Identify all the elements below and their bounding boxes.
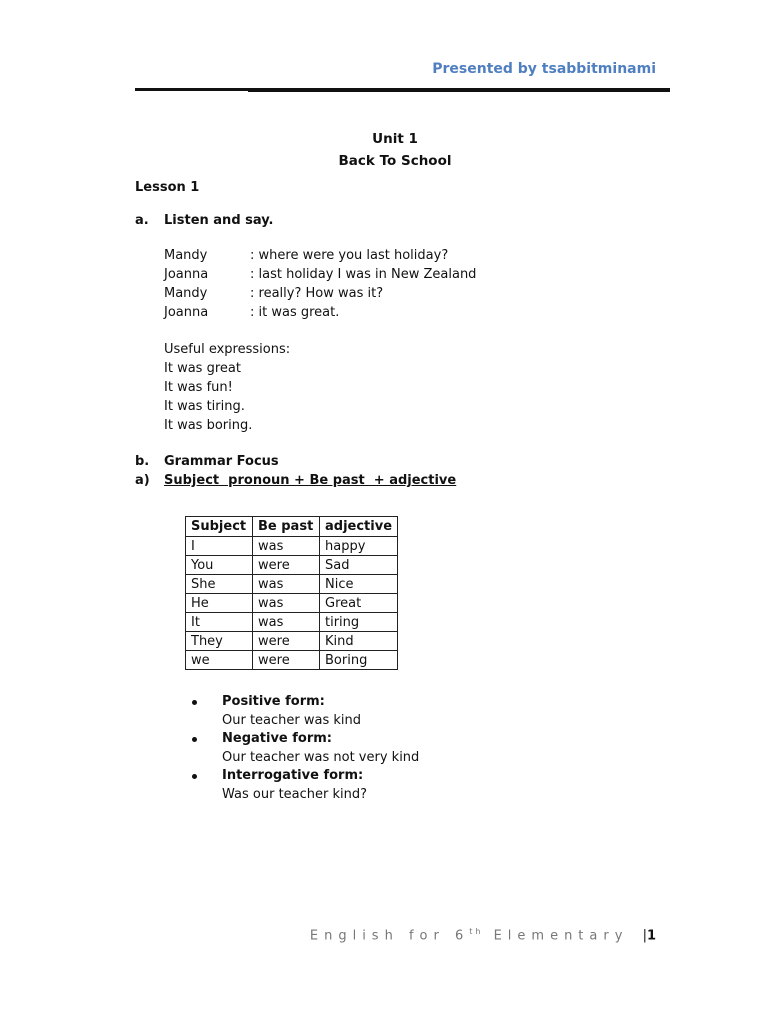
section-b-heading: Grammar Focus — [164, 454, 279, 469]
list-item — [190, 694, 419, 731]
useful-expressions — [164, 342, 290, 437]
useful-expression: It was boring. — [164, 418, 253, 433]
table-cell: He — [186, 594, 253, 613]
sentence-forms-list — [190, 694, 419, 805]
table-row — [186, 556, 398, 575]
table-cell: was — [253, 594, 320, 613]
page-footer — [310, 927, 656, 943]
unit-title: Back To School — [338, 153, 452, 169]
table-cell: Great — [320, 594, 398, 613]
footer-text-end: Elementary — [483, 928, 629, 944]
table-cell: She — [186, 575, 253, 594]
column-header-adjective: adjective — [320, 517, 398, 537]
table-cell: were — [253, 651, 320, 670]
table-cell: was — [253, 613, 320, 632]
dialog-speaker: Joanna — [164, 305, 209, 320]
footer-separator: | — [642, 928, 647, 944]
form-example: Our teacher was not very kind — [222, 750, 420, 765]
footer-superscript: th — [469, 927, 484, 936]
dialog-line — [164, 305, 476, 324]
table-row — [186, 651, 398, 670]
table-cell: Sad — [320, 556, 398, 575]
dialog-line — [164, 286, 476, 305]
form-label: Interrogative form: — [222, 768, 364, 783]
table-cell: was — [253, 537, 320, 556]
table-cell: were — [253, 632, 320, 651]
useful-expression: It was great — [164, 361, 241, 376]
dialog-speaker: Joanna — [164, 267, 209, 282]
list-item — [190, 731, 419, 768]
page-number: 1 — [646, 928, 656, 944]
unit-number: Unit 1 — [372, 131, 418, 147]
table-cell: were — [253, 556, 320, 575]
table-cell: I — [186, 537, 253, 556]
table-header-row — [186, 517, 398, 537]
bullet-icon — [192, 737, 197, 742]
dialog-line — [164, 267, 476, 286]
column-header-subject: Subject — [186, 517, 253, 537]
dialog-text: : really? How was it? — [250, 286, 384, 301]
header-presenter: Presented by tsabbitminami — [432, 61, 656, 77]
dialog-text: : last holiday I was in New Zealand — [250, 267, 477, 282]
useful-expression: It was fun! — [164, 380, 233, 395]
table-row — [186, 537, 398, 556]
table-cell: You — [186, 556, 253, 575]
table-cell: It — [186, 613, 253, 632]
bullet-icon — [192, 774, 197, 779]
list-item — [190, 768, 419, 805]
dialog-line — [164, 248, 476, 267]
table-cell: Boring — [320, 651, 398, 670]
table-cell: tiring — [320, 613, 398, 632]
form-label: Negative form: — [222, 731, 333, 746]
column-header-be-past: Be past — [253, 517, 320, 537]
table-row — [186, 632, 398, 651]
section-b-marker: b. — [135, 454, 150, 469]
table-cell: happy — [320, 537, 398, 556]
form-example: Was our teacher kind? — [222, 787, 368, 802]
table-row — [186, 594, 398, 613]
table-cell: Nice — [320, 575, 398, 594]
table-cell: was — [253, 575, 320, 594]
section-b-sub-marker: a) — [135, 473, 150, 488]
dialog-speaker: Mandy — [164, 248, 208, 263]
grammar-formula: Subject pronoun + Be past + adjective — [164, 473, 457, 488]
useful-expression: It was tiring. — [164, 399, 245, 414]
footer-text: English for 6 — [309, 928, 470, 944]
dialog-text: : it was great. — [250, 305, 340, 320]
table-row — [186, 575, 398, 594]
table-cell: Kind — [320, 632, 398, 651]
grammar-table — [185, 516, 398, 670]
bullet-icon — [192, 700, 197, 705]
section-a-marker: a. — [135, 213, 149, 228]
table-cell: we — [186, 651, 253, 670]
dialog-speaker: Mandy — [164, 286, 208, 301]
section-a-heading: Listen and say. — [164, 213, 274, 228]
dialog — [164, 248, 476, 324]
table-row — [186, 613, 398, 632]
useful-expressions-heading: Useful expressions: — [164, 342, 291, 357]
table-cell: They — [186, 632, 253, 651]
form-label: Positive form: — [222, 694, 325, 709]
form-example: Our teacher was kind — [222, 713, 362, 728]
header-rule-thin — [248, 91, 670, 92]
lesson-heading: Lesson 1 — [135, 180, 200, 195]
dialog-text: : where were you last holiday? — [250, 248, 449, 263]
